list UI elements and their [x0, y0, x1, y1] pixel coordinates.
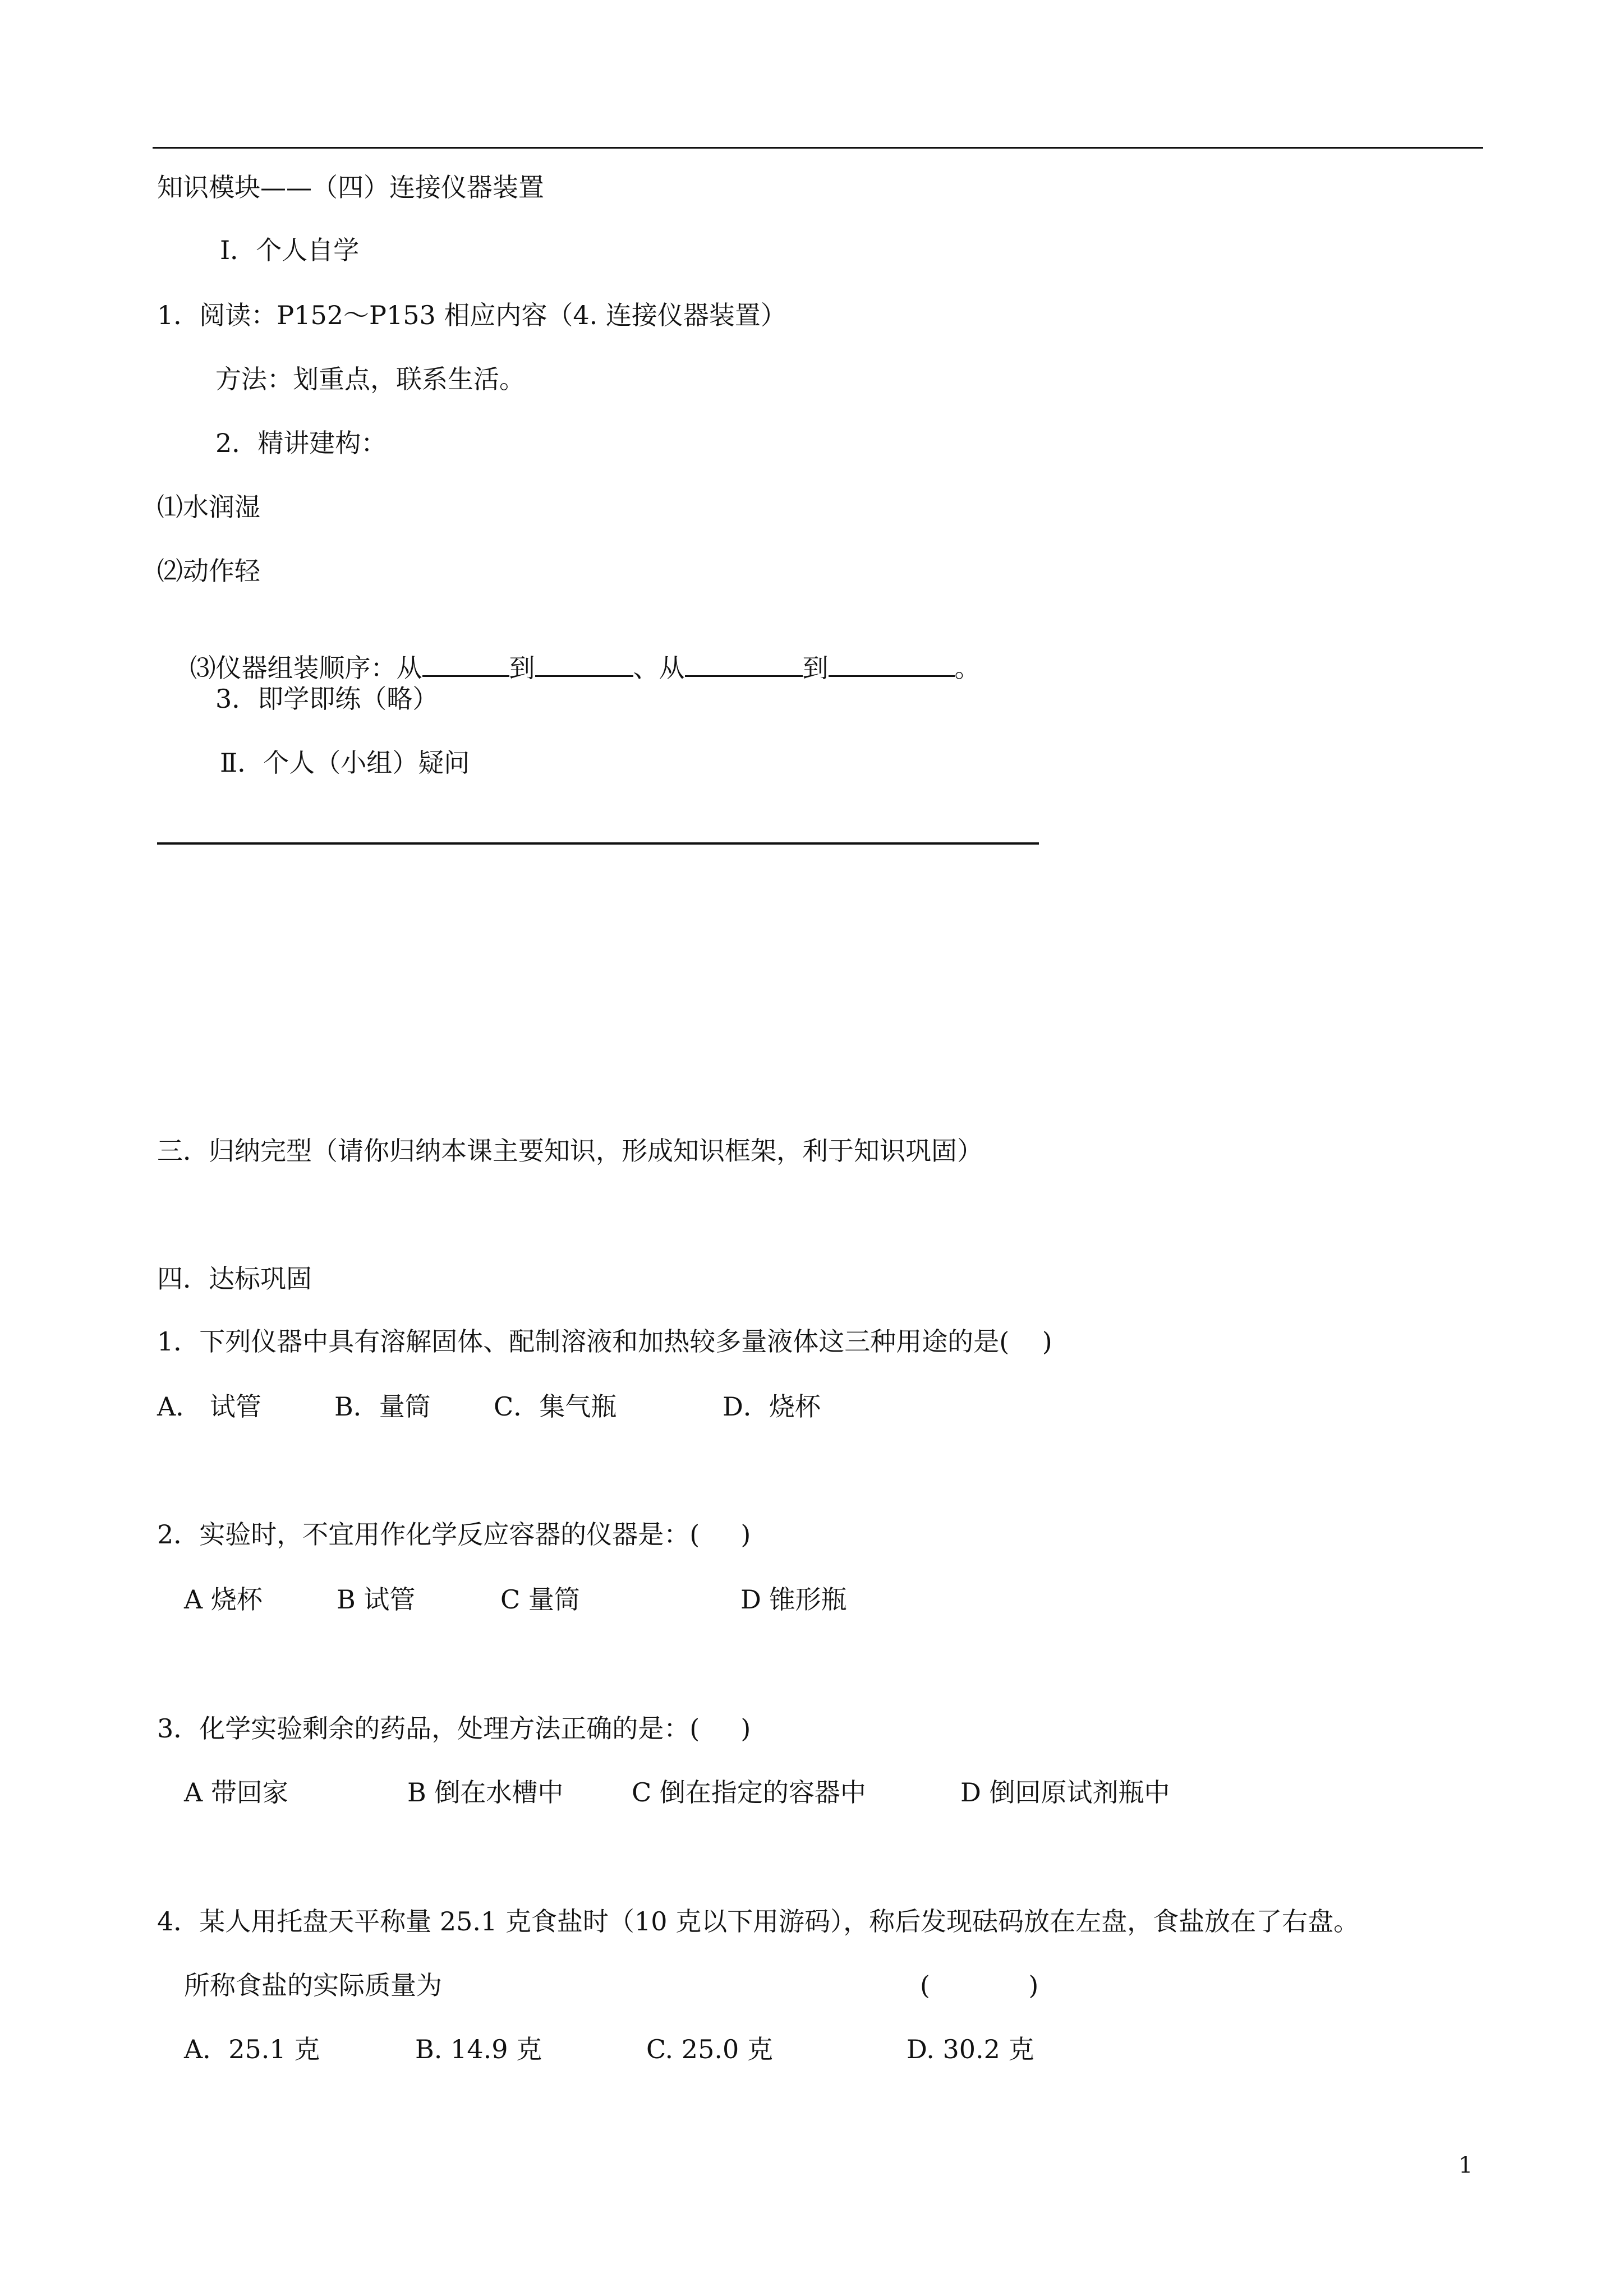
questions-heading: Ⅱ．个人（小组）疑问 — [220, 748, 470, 778]
blank-2[interactable] — [535, 651, 633, 677]
q2-option-a[interactable]: A 烧杯 — [184, 1584, 263, 1615]
consolidate-heading: 四．达标巩固 — [157, 1264, 312, 1294]
summary-heading: 三．归纳完型（请你归纳本课主要知识，形成知识框架，利于知识巩固） — [157, 1136, 983, 1166]
q3-option-a[interactable]: A 带回家 — [184, 1777, 288, 1808]
q1-option-a[interactable]: A． 试管 — [157, 1391, 261, 1422]
reading-item: 1．阅读：P152～P153 相应内容（4. 连接仪器装置） — [157, 300, 786, 330]
q4-option-a[interactable]: A．25.1 克 — [184, 2034, 320, 2064]
q1-stem: 1．下列仪器中具有溶解固体、配制溶液和加热较多量液体这三种用途的是( ) — [157, 1326, 1052, 1357]
q4-option-b[interactable]: B. 14.9 克 — [415, 2034, 542, 2064]
q4-option-c[interactable]: C. 25.0 克 — [646, 2034, 773, 2064]
order-end: 。 — [954, 653, 981, 683]
blank-3[interactable] — [685, 651, 803, 677]
point-2: ⑵动作轻 — [157, 556, 260, 586]
order-to-2: 到 — [802, 653, 829, 683]
q2-option-b[interactable]: B 试管 — [337, 1584, 416, 1615]
lecture-heading: 2．精讲建构： — [215, 428, 387, 458]
q4-stem: 4．某人用托盘天平称量 25.1 克食盐时（10 克以下用游码），称后发现砝码放在左盘，食盐放在了右盘。 — [157, 1906, 1360, 1937]
page-number: 1 — [1459, 2152, 1473, 2178]
q3-stem: 3．化学实验剩余的药品，处理方法正确的是：( ) — [157, 1713, 751, 1744]
blank-4[interactable] — [829, 651, 955, 677]
q1-option-c[interactable]: C．集气瓶 — [494, 1391, 617, 1422]
q3-option-b[interactable]: B 倒在水槽中 — [407, 1777, 564, 1808]
point-1: ⑴水润湿 — [157, 492, 260, 522]
q4-stem-continued: 所称食盐的实际质量为 — [184, 1970, 442, 2000]
module-title: 知识模块——（四）连接仪器装置 — [157, 172, 544, 202]
answer-line[interactable] — [157, 842, 1039, 845]
order-to-1: 到 — [509, 653, 535, 683]
order-prefix: ⑶仪器组装顺序：从 — [190, 653, 422, 683]
q2-option-c[interactable]: C 量筒 — [500, 1584, 580, 1615]
q1-option-d[interactable]: D．烧杯 — [723, 1391, 821, 1422]
q1-option-b[interactable]: B．量筒 — [334, 1391, 431, 1422]
practice-item: 3．即学即练（略） — [215, 684, 439, 714]
header-rule — [153, 147, 1483, 149]
blank-1[interactable] — [422, 651, 509, 677]
q2-option-d[interactable]: D 锥形瓶 — [740, 1584, 847, 1615]
q4-option-d[interactable]: D. 30.2 克 — [907, 2034, 1034, 2064]
q3-option-c[interactable]: C 倒在指定的容器中 — [632, 1777, 866, 1808]
q2-stem: 2．实验时，不宜用作化学反应容器的仪器是：( ) — [157, 1519, 751, 1550]
q4-answer-paren[interactable]: ( ) — [920, 1970, 1039, 2000]
order-sep: 、从 — [633, 653, 685, 683]
q3-option-d[interactable]: D 倒回原试剂瓶中 — [960, 1777, 1170, 1808]
method-text: 方法：划重点，联系生活。 — [215, 364, 525, 394]
self-study-heading: Ⅰ．个人自学 — [220, 235, 360, 265]
